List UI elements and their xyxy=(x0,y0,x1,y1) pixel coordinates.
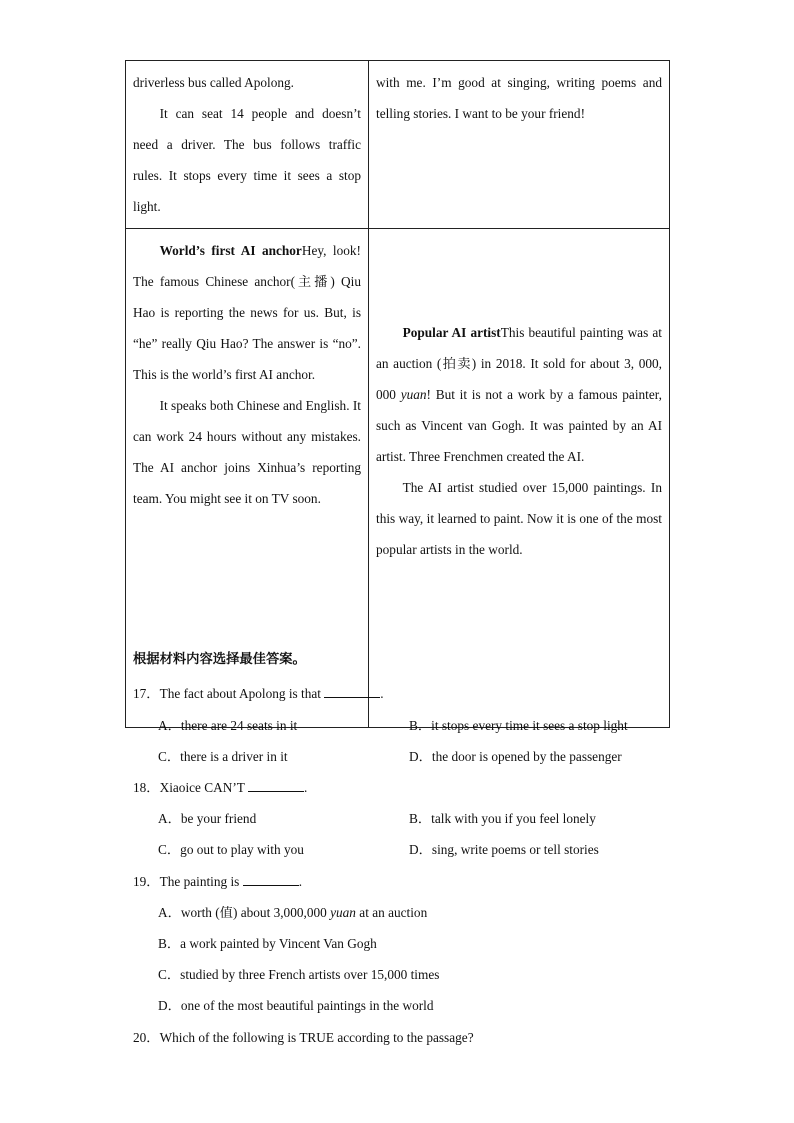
question-17 xyxy=(133,683,384,702)
question-20: 20．Which of the following is TRUE according to the passage? xyxy=(133,1030,474,1045)
question-stem: 18．Xiaoice CAN’T xyxy=(133,780,248,795)
question-tail: . xyxy=(303,780,308,795)
anchor-text-1: Hey, look! The famous Chinese anchor(主播) Qiu Hao is reporting the news for us. But, is “he” really Qiu Hao? The answer is “no”. This is the world’s first AI anchor. xyxy=(133,243,361,382)
artist-yuan: yuan xyxy=(400,387,427,402)
option-19b[interactable]: B．a work painted by Vincent Van Gogh xyxy=(158,936,377,951)
artist-text-1b: ! But it is not a work by a famous painter, such as Vincent van Gogh. It was painted by an AI artist. Three Frenchmen created the AI. xyxy=(376,387,662,464)
instruction: 根据材料内容选择最佳答案。 xyxy=(133,652,306,667)
artist-text-1a: This beautiful painting was at an auction (拍卖) in 2018. It sold for about 3, 000, 000 xyxy=(376,325,662,402)
option-17b[interactable]: B．it stops every time it sees a stop light xyxy=(409,718,628,733)
option-19a[interactable] xyxy=(158,902,427,921)
option-text-tail: at an auction xyxy=(355,905,428,920)
table-row xyxy=(126,61,670,229)
option-17d[interactable]: D．the door is opened by the passenger xyxy=(409,749,622,764)
anchor-paragraph-2: It speaks both Chinese and English. It can work 24 hours without any mistakes. The AI anchor joins Xinhua’s reporting team. You might see it on TV soon. xyxy=(133,398,361,506)
option-text: A．worth (值) about 3,000,000 xyxy=(158,905,331,920)
option-18d[interactable]: D．sing, write poems or tell stories xyxy=(409,842,599,857)
apolong-line: driverless bus called Apolong. xyxy=(133,75,295,90)
answer-blank xyxy=(243,873,299,886)
question-stem: 17．The fact about Apolong is that xyxy=(133,686,325,701)
artist-passage-cell xyxy=(369,229,670,728)
option-19d[interactable]: D．one of the most beautiful paintings in the world xyxy=(158,998,434,1013)
artist-paragraph-2: The AI artist studied over 15,000 paintings. In this way, it learned to paint. Now it is one of the most popular artists in the world. xyxy=(376,480,662,557)
passages-table xyxy=(125,60,670,728)
option-18c[interactable]: C．go out to play with you xyxy=(158,842,304,857)
answer-blank xyxy=(248,779,304,792)
question-19 xyxy=(133,871,302,890)
anchor-paragraph-1 xyxy=(133,235,361,390)
xiaoice-paragraph: with me. I’m good at singing, writing poems and telling stories. I want to be your friend! xyxy=(376,75,662,121)
xiaoice-passage-cell xyxy=(369,61,670,229)
question-tail: . xyxy=(380,686,384,701)
question-tail: . xyxy=(298,874,303,889)
apolong-paragraph: It can seat 14 people and doesn’t need a driver. The bus follows traffic rules. It stops every time it sees a stop light. xyxy=(133,106,361,214)
option-18b[interactable]: B．talk with you if you feel lonely xyxy=(409,811,596,826)
question-stem: 19．The painting is xyxy=(133,874,243,889)
question-18 xyxy=(133,777,307,796)
option-18a[interactable]: A．be your friend xyxy=(158,811,257,826)
option-17a[interactable]: A．there are 24 seats in it xyxy=(158,718,298,733)
option-yuan: yuan xyxy=(330,905,356,920)
option-19c[interactable]: C．studied by three French artists over 15,000 times xyxy=(158,967,440,982)
artist-title: Popular AI artist xyxy=(402,325,501,340)
answer-blank xyxy=(324,685,380,698)
anchor-title: World’s first AI anchor xyxy=(159,243,302,258)
option-17c[interactable]: C．there is a driver in it xyxy=(158,749,288,764)
artist-paragraph-1 xyxy=(376,317,662,472)
apolong-passage-cell xyxy=(126,61,369,229)
